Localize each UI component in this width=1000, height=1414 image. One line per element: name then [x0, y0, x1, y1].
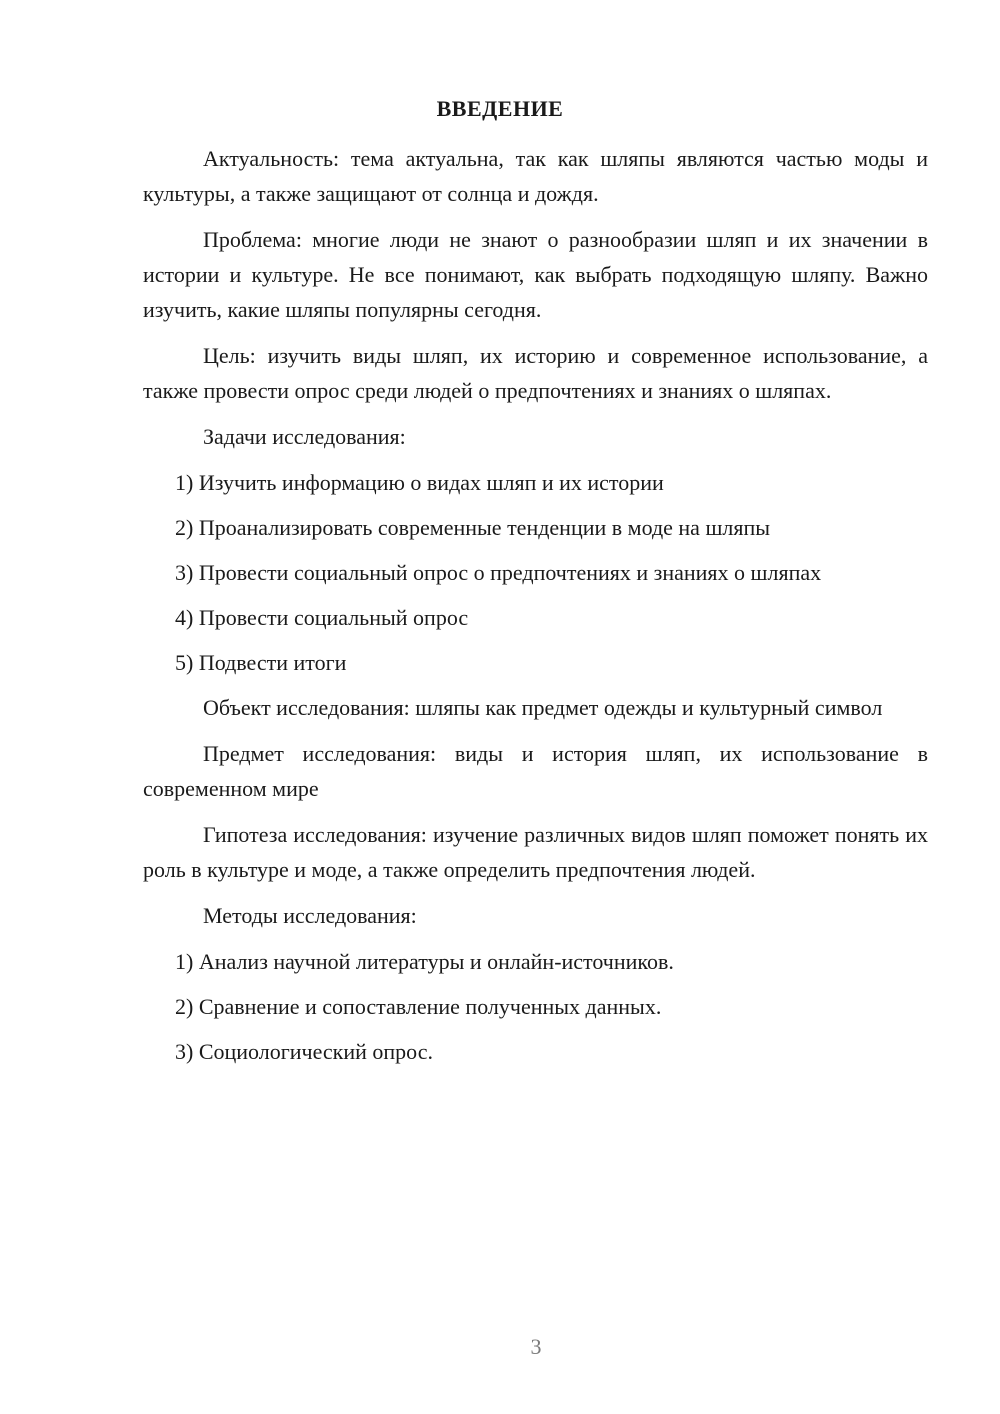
hypothesis-paragraph: Гипотеза исследования: изучение различных видов шляп поможет понять их роль в культуре и моде, а также определить предпочтения людей. — [143, 822, 928, 882]
subject-paragraph: Предмет исследования: виды и история шляп, их использование в современном мире — [143, 741, 928, 801]
problem-paragraph: Проблема: многие люди не знают о разнообразии шляп и их значении в истории и культуре. Не все понимают, как выбрать подходящую шляпу. Важно изучить, какие шляпы популярны сегодня. — [143, 227, 928, 322]
list-item: 3) Социологический опрос. — [175, 1039, 433, 1064]
page-number: 3 — [530, 1334, 542, 1359]
tasks-title: Задачи исследования: — [203, 424, 406, 449]
list-item: 1) Изучить информацию о видах шляп и их истории — [175, 470, 664, 495]
document-body — [143, 141, 928, 1079]
section-heading: ВВЕДЕНИЕ — [436, 96, 564, 121]
relevance-paragraph: Актуальность: тема актуальна, так как шляпы являются частью моды и культуры, а также защищают от солнца и дождя. — [143, 146, 928, 206]
object-paragraph: Объект исследования: шляпы как предмет одежды и культурный символ — [203, 695, 883, 720]
list-item: 3) Провести социальный опрос о предпочтениях и знаниях о шляпах — [175, 560, 822, 585]
list-item: 5) Подвести итоги — [175, 650, 347, 675]
list-item: 1) Анализ научной литературы и онлайн-источников. — [175, 949, 674, 974]
methods-title: Методы исследования: — [203, 903, 417, 928]
goal-paragraph: Цель: изучить виды шляп, их историю и современное использование, а также провести опрос среди людей о предпочтениях и знаниях о шляпах. — [143, 343, 928, 403]
methods-list — [143, 944, 928, 1069]
list-item: 4) Провести социальный опрос — [175, 605, 469, 630]
list-item: 2) Сравнение и сопоставление полученных данных. — [175, 994, 662, 1019]
tasks-list — [143, 465, 928, 680]
list-item: 2) Проанализировать современные тенденции в моде на шляпы — [175, 515, 771, 540]
